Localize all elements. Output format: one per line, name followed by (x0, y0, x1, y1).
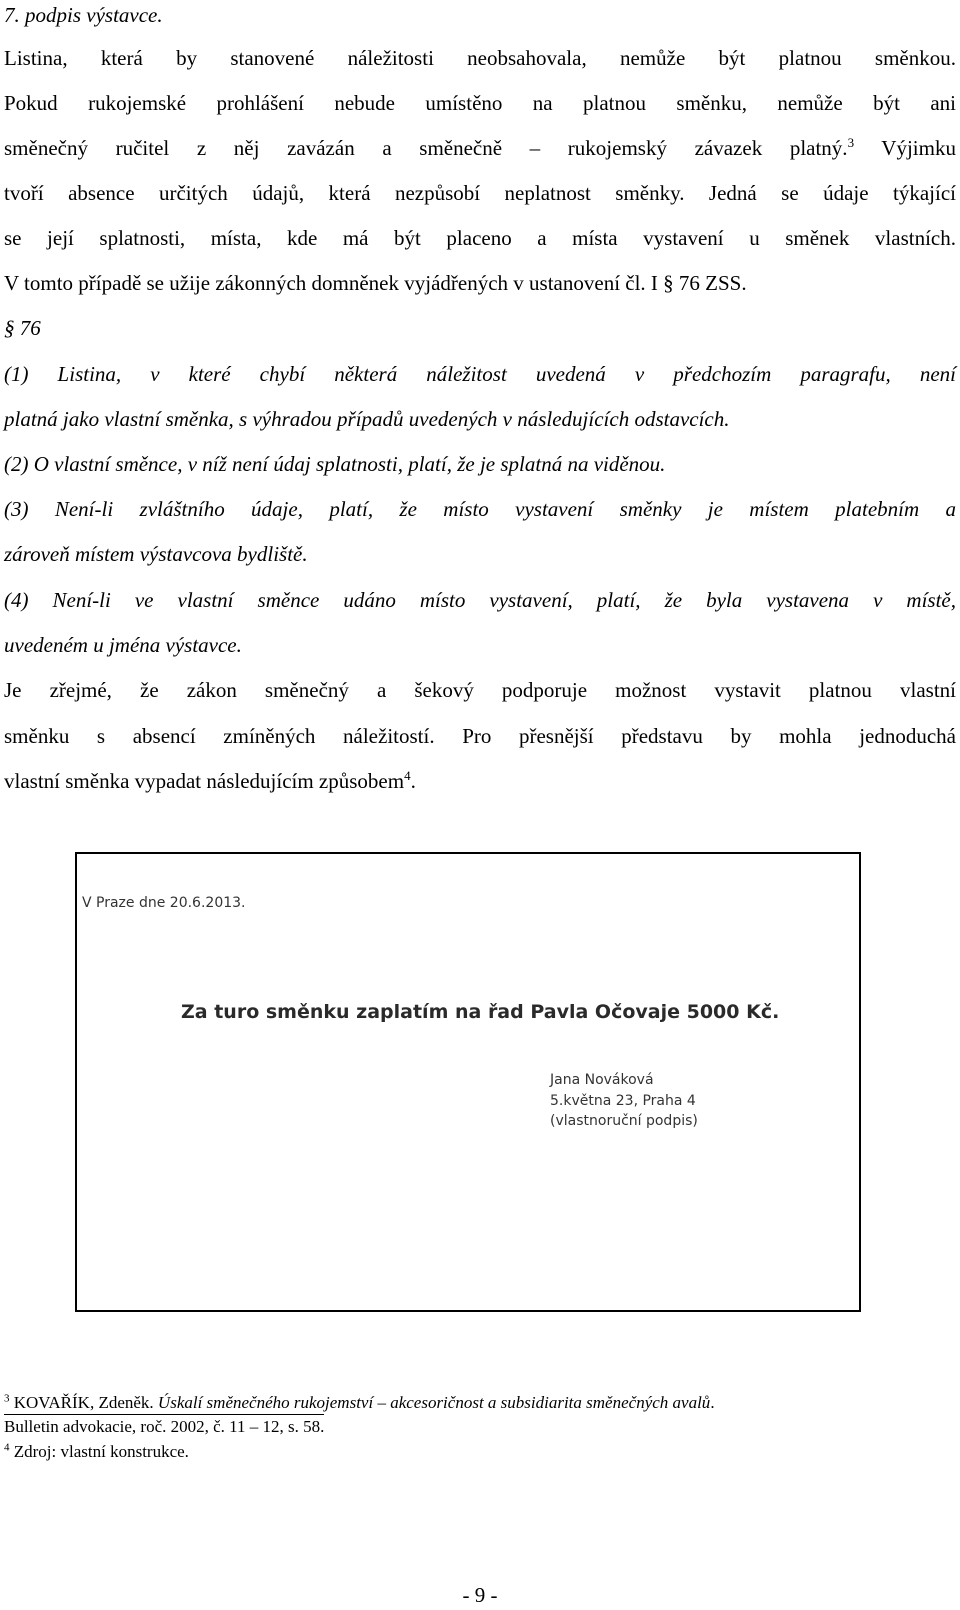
footnote-3-end: . (710, 1393, 715, 1412)
footnote-3-line2: Bulletin advokacie, roč. 2002, č. 11 – 12, s. 58. (4, 1417, 325, 1436)
note-promise-text: Za turo směnku zaplatím na řad Pavla Očovaje 5000 Kč. (181, 1001, 780, 1023)
para1-line6: V tomto případě se užije zákonných domněnek vyjádřených v ustanovení čl. I § 76 ZSS. (4, 271, 747, 295)
para1-line3 (4, 136, 956, 160)
law-p2-line1: (2) O vlastní směnce, v níž není údaj splatnosti, platí, že je splatná na viděnou. (4, 452, 666, 476)
note-signer-note: (vlastnoruční podpis) (550, 1113, 698, 1129)
law-p4-line1: (4) Není-li ve vlastní směnce udáno místo vystavení, platí, že byla vystavena v místě, (4, 588, 956, 612)
para2-line3-text: vlastní směnka vypadat následujícím způsobem (4, 769, 405, 793)
footnote-3-author: KOVAŘÍK, Zdeněk. (9, 1393, 158, 1412)
footnote-4 (4, 1442, 189, 1462)
para2-line1: Je zřejmé, že zákon směnečný a šekový podporuje možnost vystavit platnou vlastní (4, 678, 956, 702)
law-p1-line1: (1) Listina, v které chybí některá náležitost uvedená v předchozím paragrafu, není (4, 362, 956, 386)
para2-line3 (4, 769, 956, 793)
para1-line3-text: směnečný ručitel z něj zavázán a směnečně – rukojemský závazek platný. (4, 136, 848, 160)
footnote-ref-3[interactable]: 3 (847, 135, 855, 150)
law-p4-line2: uvedeném u jména výstavce. (4, 633, 242, 657)
heading-item: 7. podpis výstavce. (4, 3, 163, 27)
footnote-3-number: 3 (4, 1392, 10, 1405)
para1-line5: se její splatnosti, místa, kde má být placeno a místa vystavení u směnek vlastních. (4, 226, 956, 250)
promissory-note-figure (75, 852, 861, 1312)
para1-line1: Listina, která by stanovené náležitosti neobsahovala, nemůže být platnou směnkou. (4, 46, 956, 70)
note-signer-address: 5.května 23, Praha 4 (550, 1093, 696, 1109)
para1-line4: tvoří absence určitých údajů, která nezpůsobí neplatnost směnky. Jedná se údaje týkající (4, 181, 956, 205)
footnote-4-number: 4 (4, 1441, 10, 1454)
footnote-3-line1 (4, 1393, 715, 1413)
para2-line2: směnku s absencí zmíněných náležitostí. Pro přesnější představu by mohla jednoduchá (4, 724, 956, 748)
law-p3-line2: zároveň místem výstavcova bydliště. (4, 542, 308, 566)
footnote-divider (4, 1414, 324, 1415)
section-mark: § 76 (4, 316, 41, 340)
note-place-date: V Praze dne 20.6.2013. (82, 895, 246, 911)
para1-line2: Pokud rukojemské prohlášení nebude umístěno na platnou směnku, nemůže být ani (4, 91, 956, 115)
law-p1-line2: platná jako vlastní směnka, s výhradou případů uvedených v následujících odstavcích. (4, 407, 730, 431)
footnote-3-title: Úskalí směnečného rukojemství – akcesoričnost a subsidiarita směnečných avalů (157, 1393, 711, 1412)
para2-line3-end: . (410, 769, 416, 793)
law-p3-line1: (3) Není-li zvláštního údaje, platí, že místo vystavení směnky je místem platebním a (4, 497, 956, 521)
footnote-ref-4[interactable]: 4 (404, 768, 411, 783)
footnote-4-text: Zdroj: vlastní konstrukce. (9, 1442, 189, 1461)
para1-line3-end: Výjimku (854, 136, 956, 160)
page-number: - 9 - (462, 1583, 498, 1607)
note-signer-name: Jana Nováková (550, 1072, 654, 1088)
